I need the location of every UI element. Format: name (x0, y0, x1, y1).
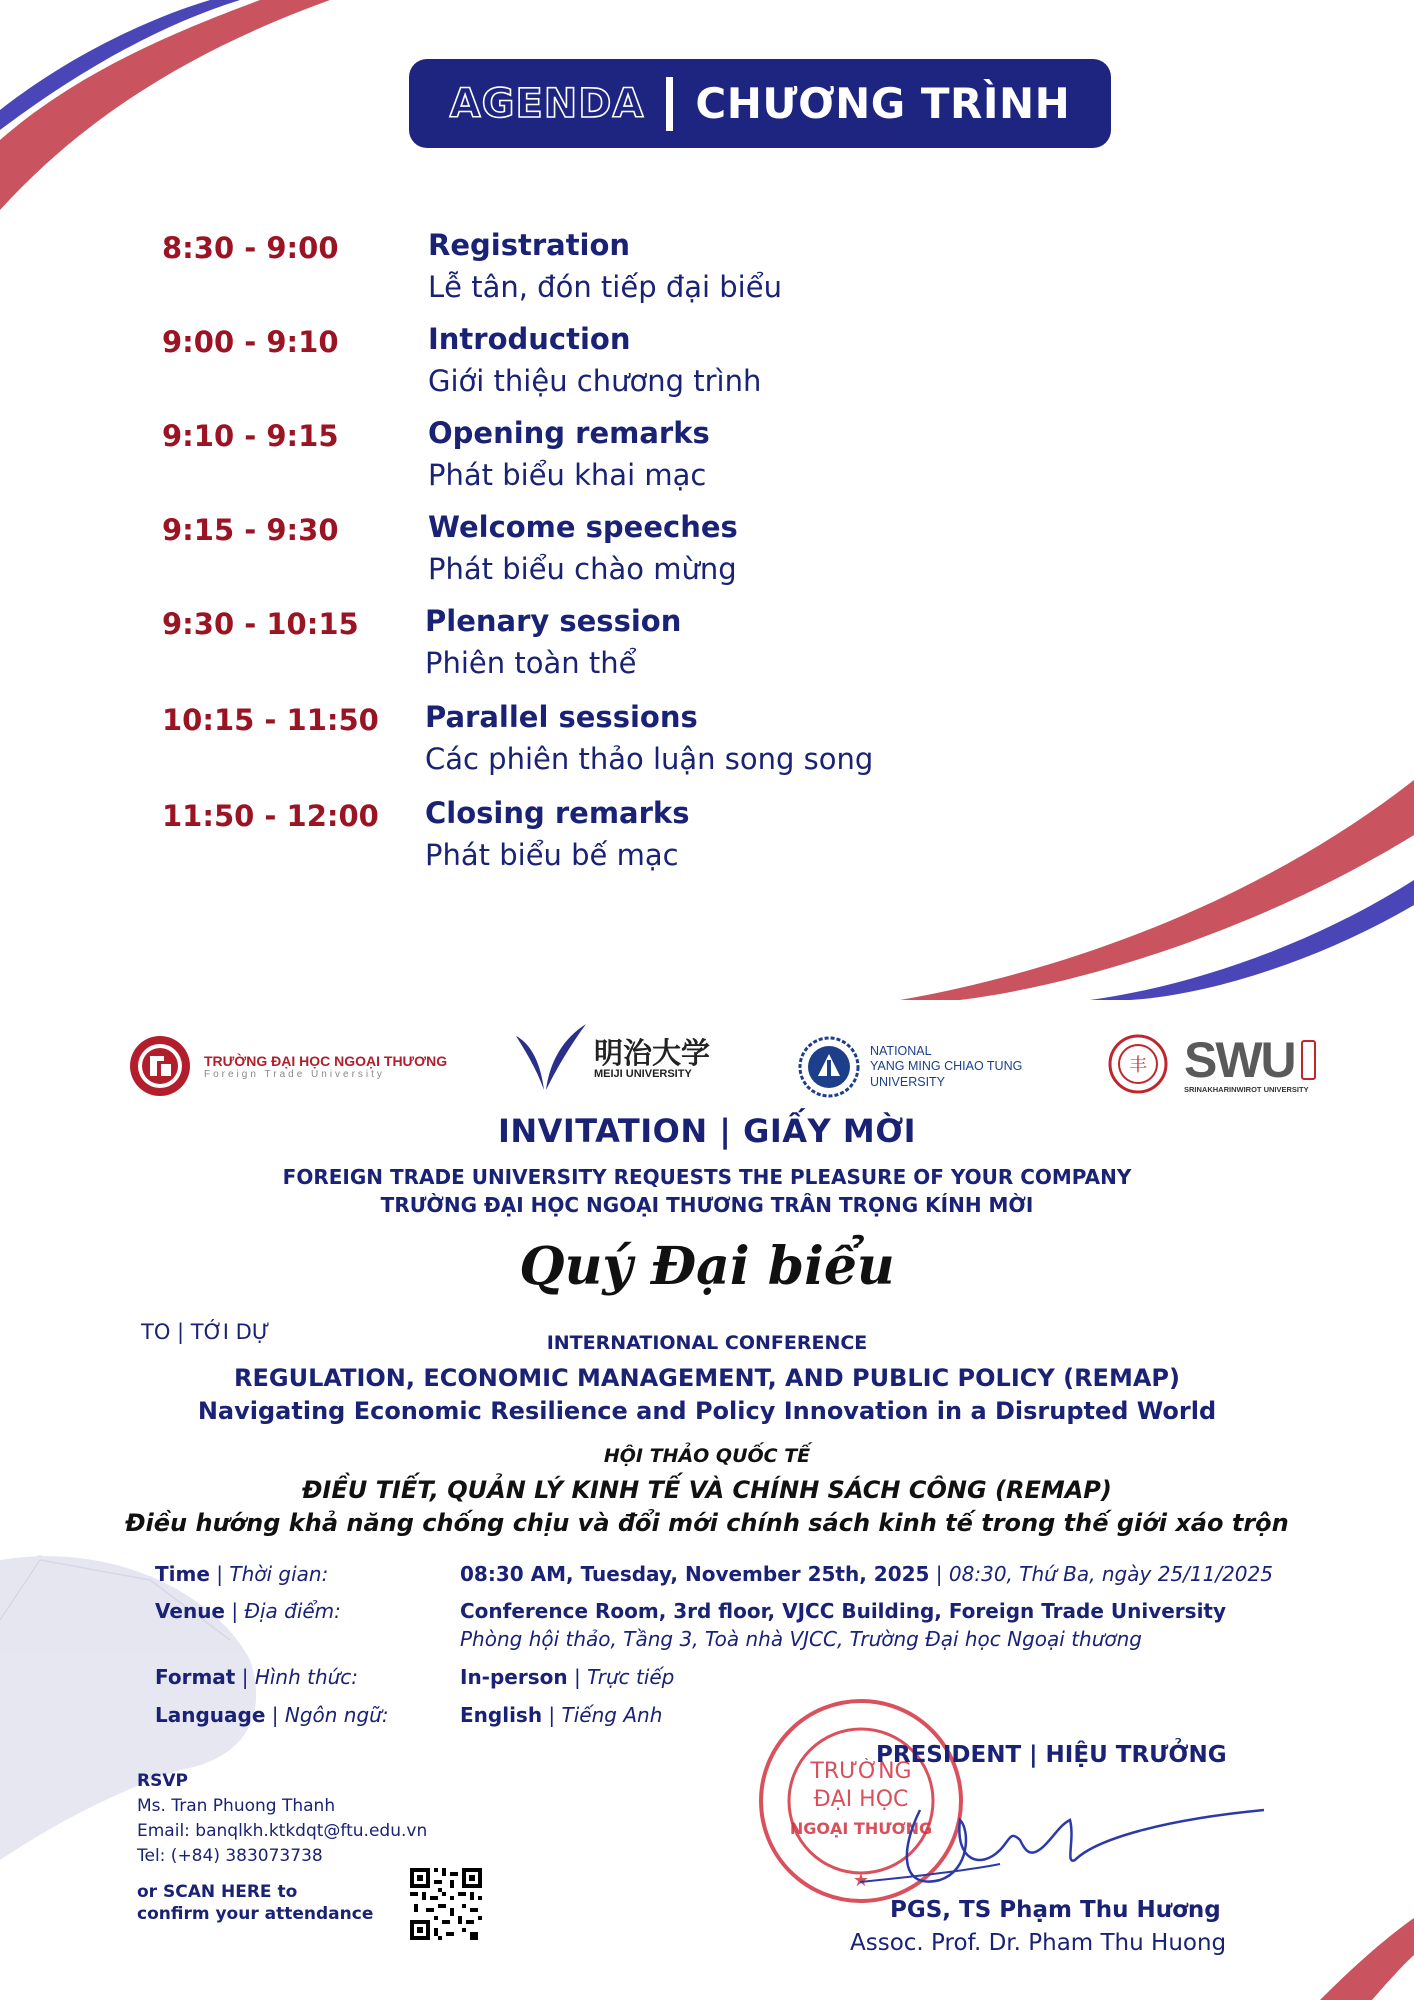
qr-code-icon[interactable] (408, 1866, 484, 1942)
invitation-line-en: FOREIGN TRADE UNIVERSITY REQUESTS THE PLEASURE OF YOUR COMPANY (282, 1165, 1132, 1189)
venue-label: Venue | Địa điểm: (155, 1599, 341, 1623)
time-value-vi: 08:30, Thứ Ba, ngày 25/11/2025 (948, 1562, 1273, 1586)
nycu-logo (798, 1036, 1022, 1098)
agenda-time: 9:15 - 9:30 (162, 513, 339, 547)
rsvp-email[interactable]: Email: banqlkh.ktkdqt@ftu.edu.vn (137, 1821, 428, 1841)
swu-thai-mark (1301, 1040, 1316, 1080)
conference-subtitle-en: Navigating Economic Resilience and Policy Innovation in a Disrupted World (197, 1397, 1217, 1425)
venue-label-en: Venue (155, 1599, 225, 1623)
scan-line-1: or SCAN HERE to (137, 1882, 298, 1902)
agenda-item-title-vi: Các phiên thảo luận song song (425, 742, 874, 776)
rsvp-heading: RSVP (137, 1771, 188, 1791)
agenda-header (409, 59, 1111, 148)
ftu-emblem-icon (128, 1034, 192, 1098)
venue-value-en (460, 1599, 1226, 1623)
meiji-emblem-icon (514, 1024, 588, 1094)
language-label: Language | Ngôn ngữ: (155, 1703, 389, 1727)
agenda-time: 8:30 - 9:00 (162, 231, 339, 265)
swu-name: SRINAKHARINWIROT UNIVERSITY (1184, 1084, 1309, 1094)
language-label-vi: Ngôn ngữ: (284, 1703, 389, 1727)
scan-line-2: confirm your attendance (137, 1904, 374, 1924)
agenda-item-title: Welcome speeches (428, 510, 738, 544)
agenda-item-title: Plenary session (425, 604, 682, 638)
signatory-title: Assoc. Prof. Dr. Pham Thu Huong (850, 1930, 1227, 1956)
stripe-bottom-right-red (1320, 1918, 1414, 2000)
agenda-item-title: Closing remarks (425, 796, 690, 830)
rsvp-tel[interactable]: Tel: (+84) 383073738 (137, 1846, 323, 1866)
nycu-line-1: NATIONAL (870, 1043, 932, 1058)
ftu-subname: Foreign Trade University (204, 1068, 385, 1080)
agenda-time: 9:30 - 10:15 (162, 607, 359, 641)
meiji-logo (514, 1024, 710, 1094)
svg-text:丰: 丰 (1129, 1055, 1147, 1076)
agenda-item-title: Opening remarks (428, 416, 710, 450)
agenda-time: 9:00 - 9:10 (162, 325, 339, 359)
conference-title-vi: ĐIỀU TIẾT, QUẢN LÝ KINH TẾ VÀ CHÍNH SÁCH CÔNG (REMAP) (302, 1476, 1112, 1504)
agenda-title-en: AGENDA (449, 80, 645, 127)
format-label: Format | Hình thức: (155, 1665, 359, 1689)
president-title: PRESIDENT | HIỆU TRƯỞNG (876, 1742, 1227, 1768)
language-value: English | Tiếng Anh (460, 1703, 663, 1727)
time-label-vi: Thời gian: (229, 1562, 329, 1586)
agenda-item-title: Introduction (428, 322, 631, 356)
agenda-item-title-vi: Lễ tân, đón tiếp đại biểu (428, 270, 782, 304)
language-value-vi: Tiếng Anh (561, 1703, 663, 1727)
agenda-time: 9:10 - 9:15 (162, 419, 339, 453)
ftu-logo (128, 1034, 447, 1098)
rsvp-name: Ms. Tran Phuong Thanh (137, 1796, 336, 1816)
meiji-name-cn: 明治大学 (594, 1035, 711, 1070)
header-divider (666, 77, 673, 131)
venue-label-vi: Địa điểm: (244, 1599, 341, 1623)
signatory-name: PGS, TS Phạm Thu Hương (890, 1897, 1221, 1923)
to-label: TO | TỚI DỰ (141, 1320, 270, 1344)
seal-line-3: NGOẠI THƯƠNG (789, 1819, 933, 1838)
nycu-line-3: UNIVERSITY (870, 1074, 946, 1089)
guest-salutation: Quý Đại biểu (519, 1236, 895, 1297)
conference-kind-en: INTERNATIONAL CONFERENCE (546, 1332, 868, 1354)
venue-value-vi: Phòng hội thảo, Tầng 3, Toà nhà VJCC, Trường Đại học Ngoại thương (460, 1627, 1143, 1651)
agenda-item-title: Registration (428, 228, 631, 262)
nycu-emblem-icon (798, 1036, 860, 1098)
meiji-name-en: MEIJI UNIVERSITY (594, 1067, 692, 1080)
agenda-time: 10:15 - 11:50 (162, 703, 379, 737)
conference-title-en: REGULATION, ECONOMIC MANAGEMENT, AND PUBLIC POLICY (REMAP) (234, 1364, 1180, 1392)
conference-subtitle-vi: Điều hướng khả năng chống chịu và đổi mới chính sách kinh tế trong thế giới xáo trộn (125, 1509, 1289, 1537)
conference-kind-vi: HỘI THẢO QUỐC TẾ (603, 1445, 811, 1467)
time-value: 08:30 AM, Tuesday, November 25th, 2025 | 08:30, Thứ Ba, ngày 25/11/2025 (460, 1562, 1273, 1586)
agenda-item-title-vi: Giới thiệu chương trình (428, 364, 762, 398)
format-value-vi: Trực tiếp (587, 1665, 675, 1689)
signature-scribble (860, 1790, 1270, 1900)
ftu-name: TRƯỜNG ĐẠI HỌC NGOẠI THƯƠNG (204, 1052, 448, 1069)
nycu-line-2: YANG MING CHIAO TUNG (870, 1059, 1023, 1074)
agenda-item-title-vi: Phiên toàn thể (425, 646, 637, 680)
invitation-title: INVITATION | GIẤY MỜI (497, 1112, 917, 1150)
language-value-en: English (460, 1703, 543, 1727)
agenda-item-title-vi: Phát biểu khai mạc (428, 458, 707, 492)
agenda-title-vi: CHƯƠNG TRÌNH (695, 79, 1071, 128)
format-label-vi: Hình thức: (254, 1665, 359, 1689)
agenda-time: 11:50 - 12:00 (162, 799, 379, 833)
swu-mark: SWU (1184, 1031, 1295, 1088)
time-label-en: Time (155, 1562, 210, 1586)
svg-text:★: ★ (852, 1870, 870, 1891)
time-label: Time | Thời gian: (155, 1562, 329, 1586)
invitation-line-vi: TRƯỜNG ĐẠI HỌC NGOẠI THƯƠNG TRÂN TRỌNG KÍNH MỜI (380, 1193, 1034, 1217)
seal-line-2: ĐẠI HỌC (813, 1787, 909, 1812)
format-value: In-person | Trực tiếp (460, 1665, 675, 1689)
swu-emblem-icon (1108, 1034, 1168, 1094)
time-value-en: 08:30 AM, Tuesday, November 25th, 2025 (460, 1562, 930, 1586)
agenda-item-title: Parallel sessions (425, 700, 698, 734)
venue-value-text: Conference Room, 3rd floor, VJCC Building, Foreign Trade University (460, 1599, 1227, 1623)
format-value-en: In-person (460, 1665, 568, 1689)
agenda-item-title-vi: Phát biểu bế mạc (425, 838, 679, 872)
language-label-en: Language (155, 1703, 266, 1727)
stripe-mid-right-red (900, 780, 1414, 1000)
swu-logo (1108, 1031, 1316, 1094)
seal-line-1: TRƯỜNG (810, 1759, 912, 1784)
agenda-item-title-vi: Phát biểu chào mừng (428, 552, 737, 586)
stripe-top-left-red (0, 0, 330, 210)
format-label-en: Format (155, 1665, 236, 1689)
